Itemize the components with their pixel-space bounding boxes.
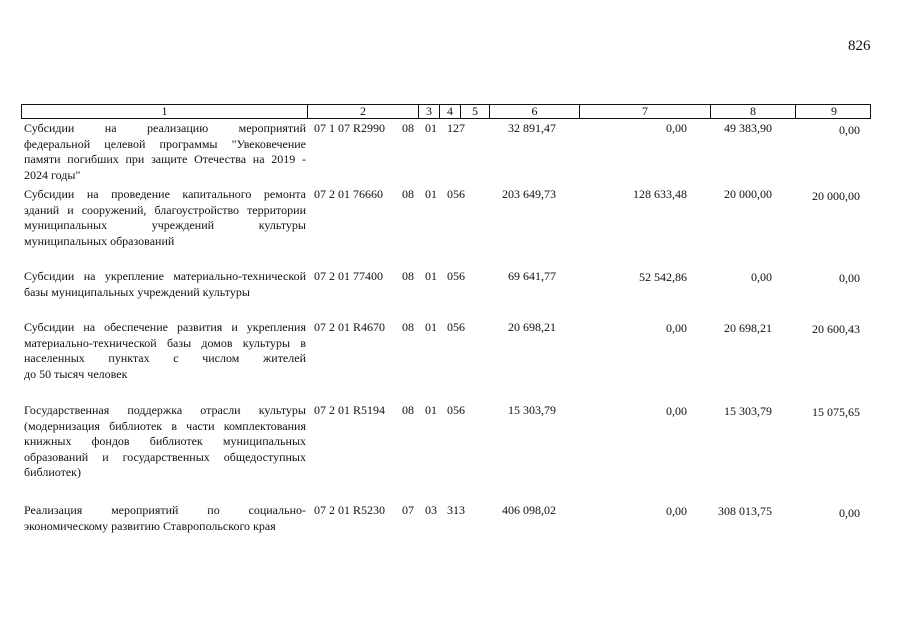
description-line: библиотек) — [24, 465, 81, 479]
amount-col-6: 20 698,21 — [508, 320, 556, 334]
description-line: Субсидии на реализацию мероприятий — [24, 121, 306, 135]
description-line: муниципальных учреждений культуры — [24, 218, 306, 232]
section-code: 08 — [402, 121, 414, 135]
description-line: образований и государственных общедоступных — [24, 449, 306, 464]
target-code: 07 2 01 76660 — [314, 187, 383, 201]
amount-col-6: 69 641,77 — [508, 269, 556, 283]
amount-col-9: 0,00 — [839, 271, 860, 285]
amount-col-7: 52 542,86 — [639, 270, 687, 284]
description-line: памяти погибших при защите Отечества на 2019 - — [24, 152, 306, 166]
description-line: Субсидии на обеспечение развития и укрепления — [24, 320, 306, 334]
subsection-code: 01 — [425, 403, 437, 417]
header-col-1: 1 — [22, 105, 308, 118]
description-line: (модернизация библиотек в части комплектования — [24, 418, 306, 433]
amount-col-8: 15 303,79 — [724, 404, 772, 418]
amount-col-8: 49 383,90 — [724, 121, 772, 135]
description-line: Субсидии на проведение капитального ремонта — [24, 187, 306, 201]
description-line: Государственная поддержка отрасли культуры — [24, 403, 306, 417]
amount-col-7: 128 633,48 — [633, 187, 687, 201]
amount-col-8: 20 000,00 — [724, 187, 772, 201]
header-col-2: 2 — [308, 105, 419, 118]
subsection-code: 01 — [425, 269, 437, 283]
amount-col-8: 308 013,75 — [718, 504, 772, 518]
header-col-3: 3 — [419, 105, 440, 118]
row-description — [24, 320, 306, 382]
subsection-code: 01 — [425, 320, 437, 334]
description-line: экономическому развитию Ставропольского края — [24, 518, 276, 533]
ministry-code: 056 — [447, 187, 465, 201]
amount-col-9: 0,00 — [839, 506, 860, 520]
amount-col-6: 406 098,02 — [502, 503, 556, 517]
row-description — [24, 121, 306, 183]
row-description — [24, 403, 306, 481]
subsection-code: 03 — [425, 503, 437, 517]
amount-col-6: 32 891,47 — [508, 121, 556, 135]
description-line: Реализация мероприятий по социально- — [24, 503, 306, 517]
page-number: 826 — [848, 38, 871, 54]
amount-col-8: 20 698,21 — [724, 321, 772, 335]
description-line: базы муниципальных учреждений культуры — [24, 284, 250, 299]
row-description — [24, 503, 306, 534]
ministry-code: 313 — [447, 503, 465, 517]
subsection-code: 01 — [425, 121, 437, 135]
description-line: федеральной целевой программы "Увековечение — [24, 136, 306, 151]
target-code: 07 2 01 77400 — [314, 269, 383, 283]
amount-col-7: 0,00 — [666, 404, 687, 418]
section-code: 08 — [402, 269, 414, 283]
description-line: книжных фондов библиотек муниципальных — [24, 434, 306, 448]
ministry-code: 127 — [447, 121, 465, 135]
amount-col-7: 0,00 — [666, 121, 687, 135]
amount-col-8: 0,00 — [751, 270, 772, 284]
ministry-code: 056 — [447, 320, 465, 334]
description-line: материально-технической базы домов культуры в — [24, 335, 306, 350]
target-code: 07 2 01 R5230 — [314, 503, 386, 517]
description-line: муниципальных образований — [24, 233, 175, 248]
amount-col-6: 203 649,73 — [502, 187, 556, 201]
target-code: 07 2 01 R5194 — [314, 403, 386, 417]
row-description — [24, 187, 306, 249]
amount-col-9: 0,00 — [839, 123, 860, 137]
description-line: зданий и сооружений, благоустройство территории — [24, 202, 306, 217]
row-description — [24, 269, 306, 300]
amount-col-9: 15 075,65 — [812, 405, 860, 419]
amount-col-7: 0,00 — [666, 504, 687, 518]
amount-col-6: 15 303,79 — [508, 403, 556, 417]
section-code: 08 — [402, 403, 414, 417]
ministry-code: 056 — [447, 403, 465, 417]
header-col-7: 7 — [580, 105, 711, 118]
subsection-code: 01 — [425, 187, 437, 201]
amount-col-9: 20 000,00 — [812, 189, 860, 203]
header-col-4: 4 — [440, 105, 461, 118]
section-code: 07 — [402, 503, 414, 517]
header-col-9: 9 — [831, 104, 837, 118]
amount-col-9: 20 600,43 — [812, 322, 860, 336]
target-code: 07 1 07 R2990 — [314, 121, 386, 135]
section-code: 08 — [402, 187, 414, 201]
description-line: до 50 тысяч человек — [24, 366, 128, 381]
header-col-8: 8 — [711, 105, 796, 118]
header-col-6: 6 — [490, 105, 580, 118]
description-line: населенных пунктах с числом жителей — [24, 351, 306, 365]
header-col-5: 5 — [461, 105, 490, 118]
description-line: Субсидии на укрепление материально-технической — [24, 269, 306, 283]
description-line: 2024 годы" — [24, 167, 81, 182]
table-header-row — [21, 104, 871, 119]
ministry-code: 056 — [447, 269, 465, 283]
amount-col-7: 0,00 — [666, 321, 687, 335]
target-code: 07 2 01 R4670 — [314, 320, 386, 334]
section-code: 08 — [402, 320, 414, 334]
